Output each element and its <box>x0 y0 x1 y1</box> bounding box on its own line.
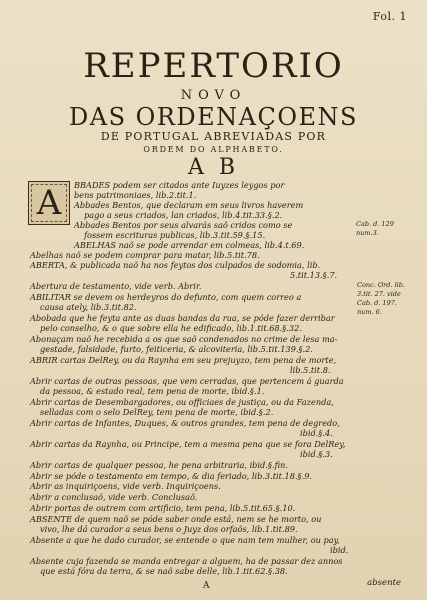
entry-line: ibid.§.3. <box>300 449 333 459</box>
entry-line: fossem escrituras publicas, lib.3.tit.59.§.15. <box>84 230 266 240</box>
entry-line: Abrir cartas de Infantes, Duques, & outros grandes, tem pena de degredo, <box>30 418 340 428</box>
entry-line: 5.tit.13.§.7. <box>290 270 338 280</box>
folio-number: Fol. 1 <box>372 10 407 23</box>
entry-line: pelo conselho, & o que sobre ella he edificado, lib.1.tit.68.§.32. <box>40 323 302 333</box>
initial-letter: A <box>36 183 62 223</box>
entry-line: Abertura de testamento, vide verb. Abrir. <box>30 281 202 291</box>
title-ordenacoens: DAS ORDENAÇOENS <box>69 103 358 131</box>
entry-line: causa ately, lib.3.tit.82. <box>40 302 137 312</box>
entry-line: pago a seus criados, lan criados, lib.4.tit.33.§.2. <box>84 210 283 220</box>
entry-line: Abrir as inquiriçoens, vide verb. Inquiriçoens. <box>30 481 221 491</box>
entry-line: Abonaçam naõ he recebida a os que saõ condenados no crime de lesa ma- <box>30 334 338 344</box>
entry-line: ABELHAS naõ se pode arrendar em colmeas, lib.4.t.69. <box>74 240 305 250</box>
entry-line: Abrir cartas da Raynha, ou Principe, tem a mesma pena que se fora DelRey, <box>30 439 346 449</box>
margin-note: Conc. Ord. lib. <box>357 281 405 289</box>
entry-line: Abrir se póde o testamento em tempo, & dia feriado, lib.3.tit.18.§.9. <box>30 471 313 481</box>
entry-line: ABRIR cartas DelRey, ou da Raynha em seu prejuyzo, tem pena de morte, <box>30 355 337 365</box>
title-novo: NOVO <box>180 88 247 103</box>
entry-line: que está fóra da terra, & se naõ sabe delle, lib.1.tit.62.§.38. <box>40 566 288 576</box>
entry-line: selladas com o selo DelRey, tem pena de morte, ibid.§.2. <box>40 407 274 417</box>
entry-line: Abelhas naõ se podem comprar para matar, lib.5.tit.78. <box>30 250 260 260</box>
entry-line: Abrir portas de outrem com artificio, tem pena, lib.5.tit.65.§.10. <box>30 503 296 513</box>
section-heading: A B <box>187 155 240 180</box>
entry-line: bens patrimoniaes, lib.2.tit.1. <box>74 190 197 200</box>
entry-line: Abbades Bentos, que declaram em seus livros haverem <box>74 200 304 210</box>
decorated-initial <box>28 181 70 225</box>
margin-note: 3.tit. 27. vide <box>357 290 401 298</box>
entry-line: ibid.§.4. <box>300 428 333 438</box>
margin-note: num. 6. <box>357 308 382 316</box>
entry-line: Abobada que he feyta ante as duas bandas da rua, se póde fazer derribar <box>30 313 335 323</box>
entry-line: Abrir a conclusaõ, vide verb. Conclusaõ. <box>30 492 198 502</box>
entry-line: ABILITAR se devem os herdeyros do defunto, com quem correo a <box>30 292 302 302</box>
title-repertorio: REPERTORIO <box>83 46 344 86</box>
entry-line: gestade, falsidade, furto, feiticeria, & alcoviteria, lib.5.tit.139.§.2. <box>40 344 313 354</box>
entry-line: Abbades Bentos por seus alvarás saõ cridos como se <box>74 220 293 230</box>
margin-note: Cab. d. 129 <box>356 220 394 228</box>
entry-line: BBADES podem ser citados ante Iuyzes leygos por <box>74 180 285 190</box>
entry-line: Abrir cartas de outras pessoas, que vem cerradas, que pertencem á guarda <box>30 376 344 386</box>
title-ordem: ORDEM DO ALPHABETO. <box>143 145 284 154</box>
catchword: absente <box>367 578 401 588</box>
entry-line: ABERTA, & publicada naõ ha nos feytos dos culpados de sodomia, lib. <box>30 260 321 270</box>
entry-line: Abrir cartas de Desembargadores, ou officiaes de justiça, ou da Fazenda, <box>30 397 334 407</box>
entry-line: Absente a que he dado curador, se entende o que nam tem mulher, ou pay, <box>30 535 340 545</box>
entry-line: ibid. <box>330 545 349 555</box>
signature-mark: A <box>203 581 210 591</box>
entry-line: lib.5.tit.8. <box>290 365 331 375</box>
margin-note: num.3. <box>356 229 379 237</box>
entry-line: vivo, lhe dá curador a seus bens o Juyz dos orfaõs, lib.1.tit.89. <box>40 524 298 534</box>
entry-line: Abrir cartas de qualquer pessoa, he pena arbitraria, ibid.§.fin. <box>30 460 288 470</box>
entry-line: da pessoa, & estado real, tem pena de morte, ibid.§.1. <box>40 386 265 396</box>
entry-line: Absente cuja fazenda se manda entregar a alguem, ha de passar dez annos <box>30 556 343 566</box>
title-subtitle: DE PORTUGAL ABREVIADAS POR <box>100 130 327 143</box>
entry-line: ABSENTE de quem naõ se póde saber onde está, nem se he morto, ou <box>30 514 322 524</box>
margin-note: Cab. d. 197. <box>357 299 397 307</box>
